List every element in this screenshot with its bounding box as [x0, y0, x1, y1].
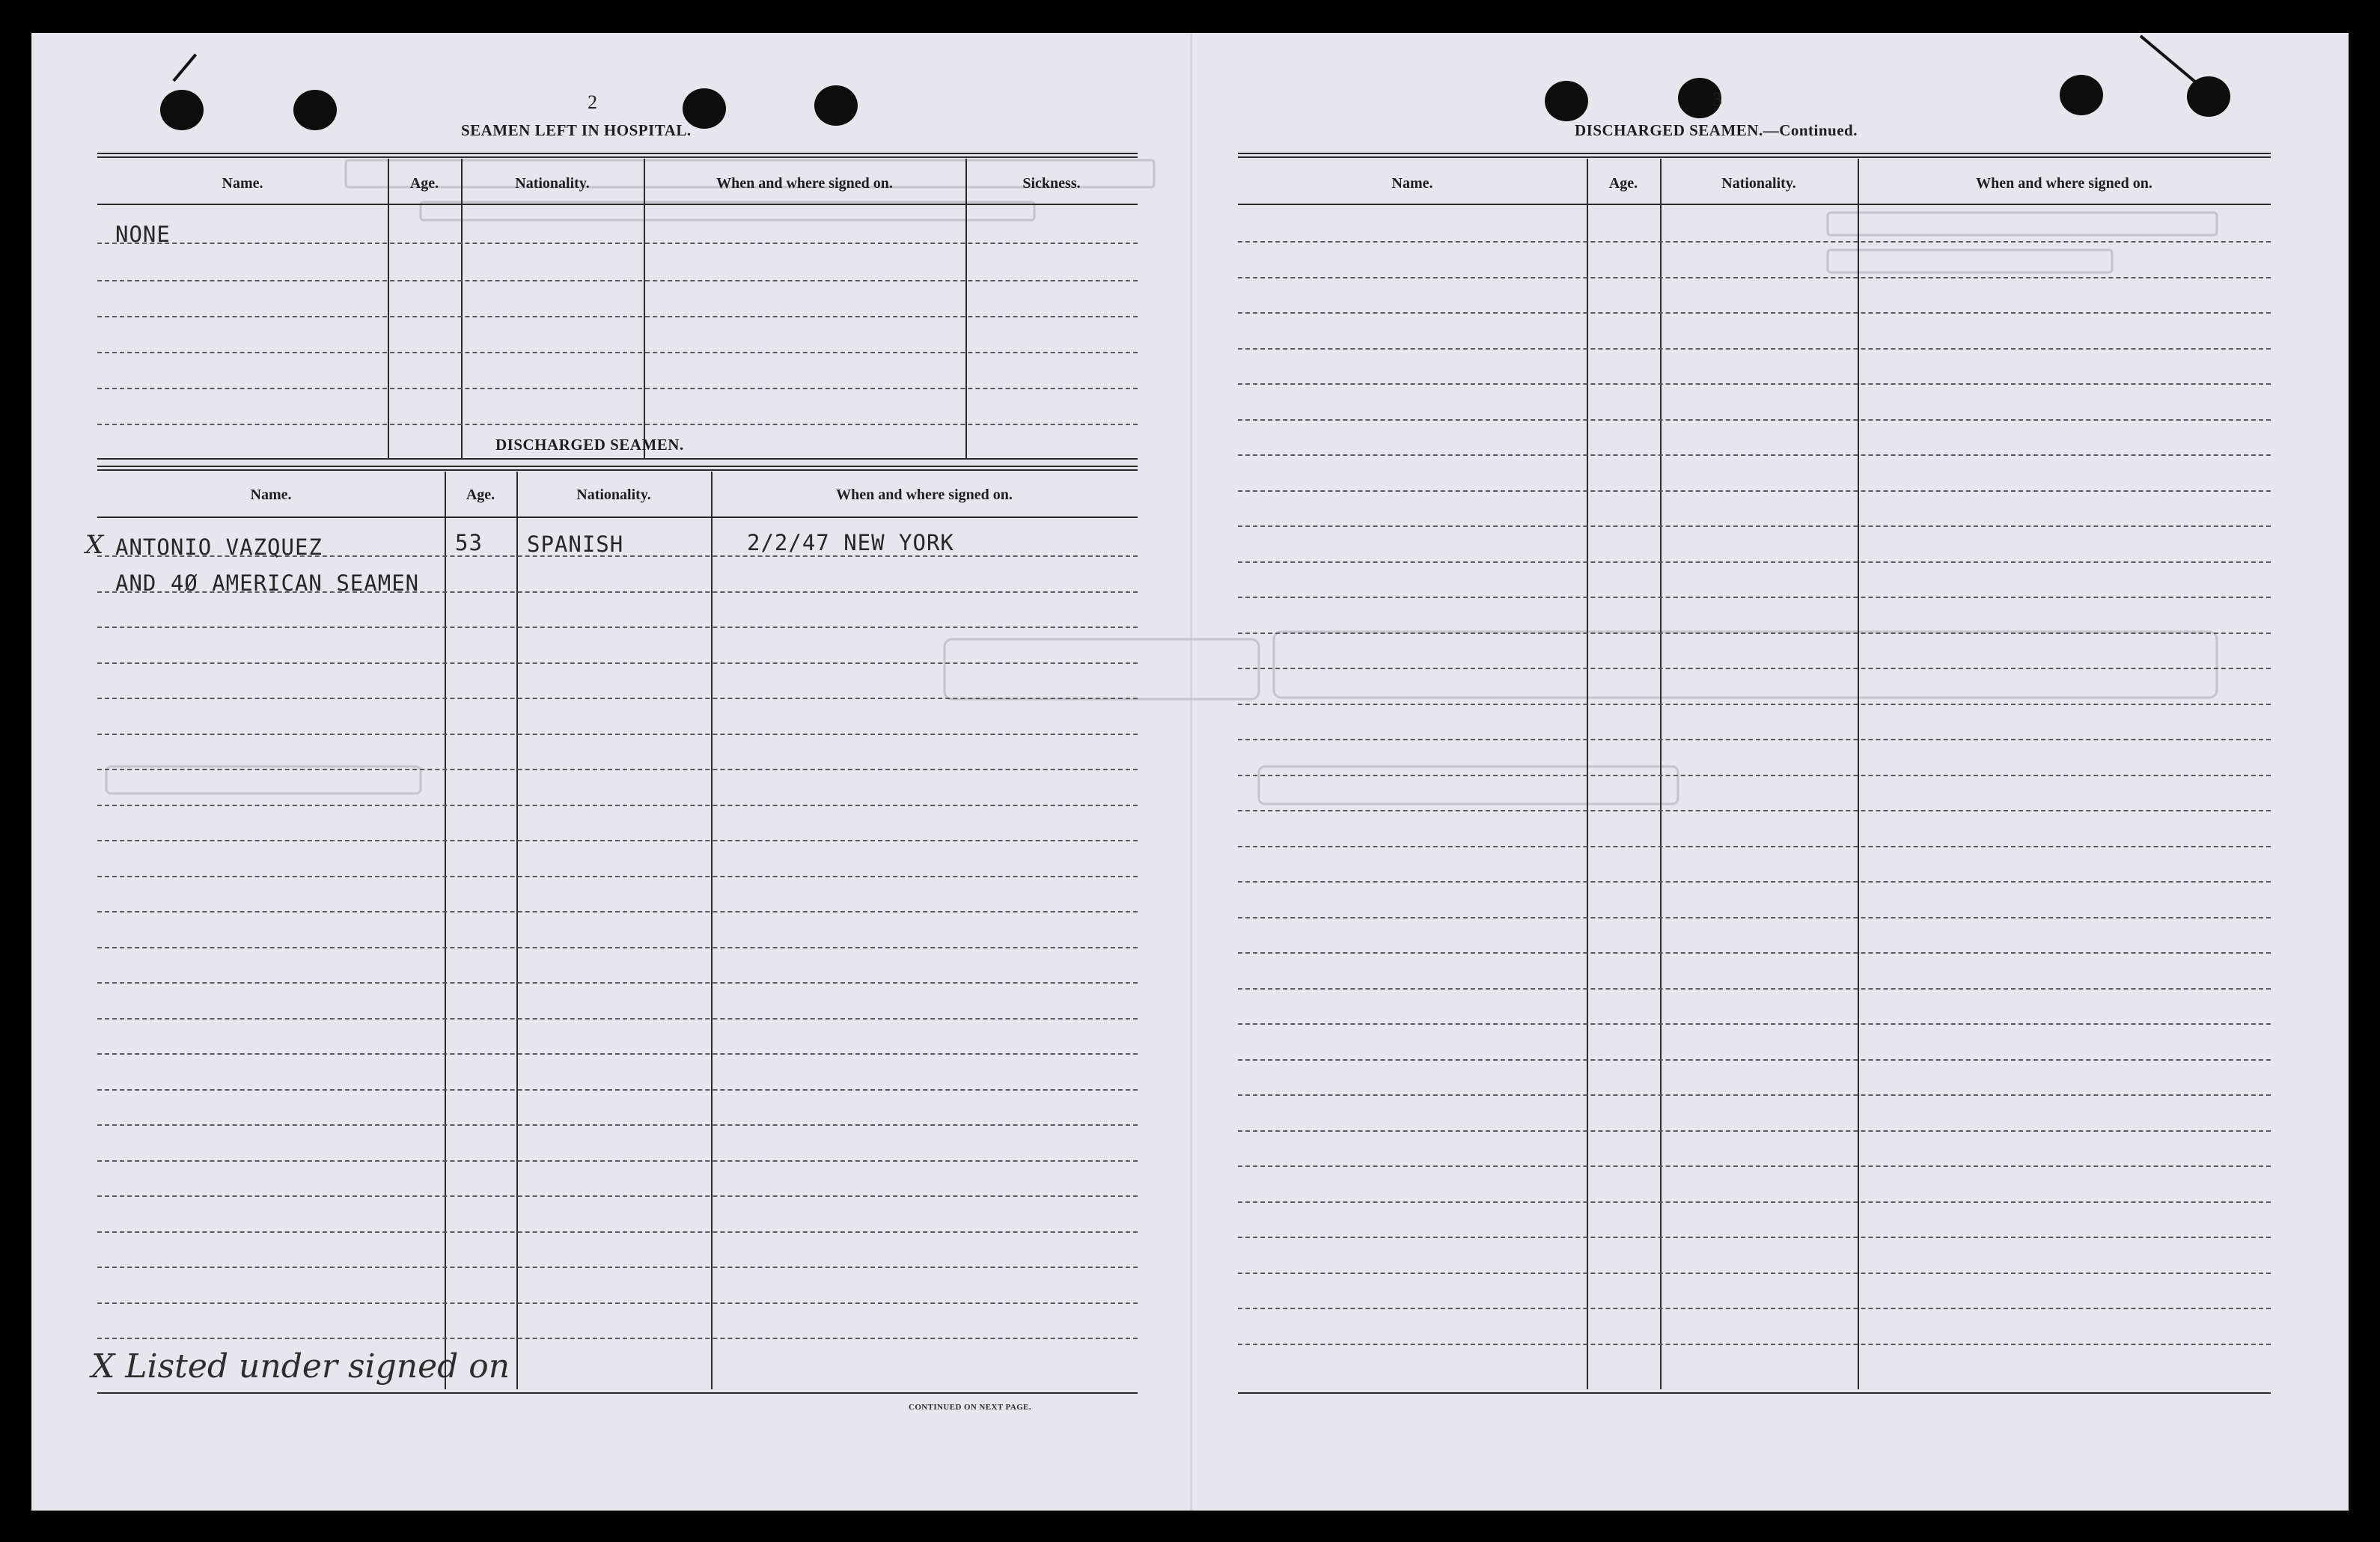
row-name: AND 4Ø AMERICAN SEAMEN — [115, 570, 420, 596]
ruled-line — [1238, 490, 2271, 492]
punch-hole — [293, 90, 337, 130]
ruled-line — [1238, 1059, 2271, 1061]
ruled-line — [1238, 419, 2271, 421]
ruled-line — [97, 662, 1138, 664]
ruled-line — [1238, 1237, 2271, 1238]
hospital-col-signed-on: When and where signed on. — [716, 175, 893, 192]
table-rule — [1238, 153, 2271, 158]
ruled-line — [97, 243, 1138, 244]
ruled-line — [97, 1302, 1138, 1304]
discharged-col-nationality: Nationality. — [576, 487, 651, 503]
ruled-line — [97, 1267, 1138, 1268]
table-rule — [97, 153, 1138, 158]
column-divider — [445, 472, 446, 1389]
ruled-line — [97, 1053, 1138, 1055]
ruled-line — [97, 280, 1138, 281]
ruled-line — [97, 1338, 1138, 1339]
ruled-line — [1238, 348, 2271, 350]
ruled-line — [1238, 881, 2271, 883]
table-rule — [1238, 1392, 2271, 1394]
ruled-line — [97, 876, 1138, 877]
ruled-line — [1238, 454, 2271, 456]
row-nationality: SPANISH — [527, 531, 624, 557]
column-divider — [516, 472, 518, 1389]
ruled-line — [1238, 277, 2271, 278]
ruled-line — [1238, 1273, 2271, 1274]
discharged-col-name: Name. — [250, 487, 292, 503]
ruled-line — [97, 805, 1138, 806]
ruled-line — [97, 1018, 1138, 1020]
paper-tear — [2140, 34, 2197, 83]
ruled-line — [1238, 668, 2271, 669]
ruled-line — [1238, 1201, 2271, 1203]
row-mark: X — [85, 530, 105, 560]
table-rule — [97, 1392, 1138, 1394]
hospital-col-name: Name. — [222, 175, 263, 192]
ruled-line — [97, 1089, 1138, 1091]
ruled-line — [1238, 597, 2271, 598]
hospital-entry: NONE — [115, 222, 171, 247]
ruled-line — [1238, 810, 2271, 811]
ruled-line — [1238, 1130, 2271, 1132]
right-col-name: Name. — [1391, 175, 1433, 192]
ruled-line — [97, 627, 1138, 628]
right-col-nationality: Nationality. — [1721, 175, 1796, 192]
ruled-line — [1238, 988, 2271, 990]
column-divider — [461, 159, 463, 458]
column-divider — [965, 159, 967, 458]
ruled-line — [97, 840, 1138, 841]
hospital-col-age: Age. — [409, 175, 439, 192]
ruled-line — [97, 947, 1138, 948]
handwritten-note: X Listed under signed on — [91, 1347, 510, 1386]
ruled-line — [1238, 1094, 2271, 1096]
ruled-line — [1238, 1344, 2271, 1345]
hospital-section-title: SEAMEN LEFT IN HOSPITAL. — [461, 121, 692, 139]
column-divider — [644, 159, 645, 458]
ruled-line — [97, 1231, 1138, 1233]
ruled-line — [1238, 312, 2271, 314]
ruled-line — [1238, 775, 2271, 776]
row-name: ANTONIO VAZQUEZ — [115, 534, 323, 560]
ruled-line — [97, 698, 1138, 699]
ruled-line — [1238, 704, 2271, 705]
punch-hole — [160, 90, 204, 130]
ruled-line — [1238, 525, 2271, 527]
ruled-line — [1238, 633, 2271, 634]
right-col-age: Age. — [1608, 175, 1638, 192]
ruled-line — [97, 388, 1138, 389]
table-rule — [97, 466, 1138, 471]
ruled-line — [1238, 1308, 2271, 1309]
discharged-section-title: DISCHARGED SEAMEN. — [495, 436, 684, 454]
ruled-line — [1238, 241, 2271, 243]
page-number-left: 2 — [588, 91, 597, 113]
table-rule — [97, 458, 1138, 460]
punch-hole — [1545, 81, 1588, 121]
column-divider — [388, 159, 389, 458]
page-fold — [1190, 33, 1192, 1511]
page-number-right: 3 — [1712, 88, 1722, 110]
ruled-line — [97, 911, 1138, 912]
ruled-line — [1238, 1165, 2271, 1167]
ruled-line — [1238, 917, 2271, 918]
punch-hole — [814, 85, 858, 126]
ruled-line — [97, 1195, 1138, 1197]
ruled-line — [1238, 739, 2271, 740]
ruled-line — [97, 352, 1138, 353]
discharged-col-age: Age. — [466, 487, 495, 503]
hospital-col-nationality: Nationality. — [515, 175, 590, 192]
table-rule — [1238, 204, 2271, 205]
hospital-col-sickness: Sickness. — [1022, 175, 1081, 192]
ruled-line — [97, 734, 1138, 735]
right-section-title: DISCHARGED SEAMEN.—Continued. — [1575, 121, 1858, 139]
column-divider — [711, 472, 713, 1389]
ruled-line — [97, 1124, 1138, 1126]
ruled-line — [97, 316, 1138, 317]
table-rule — [97, 204, 1138, 205]
punch-hole — [2060, 75, 2103, 115]
ruled-line — [97, 1160, 1138, 1162]
row-age: 53 — [455, 530, 483, 555]
ruled-line — [1238, 846, 2271, 847]
discharged-col-signed-on: When and where signed on. — [836, 487, 1013, 503]
ruled-line — [97, 982, 1138, 984]
row-signed-on: 2/2/47 NEW YORK — [747, 530, 954, 555]
ruled-line — [97, 769, 1138, 770]
ruled-line — [1238, 952, 2271, 954]
scanned-document — [31, 33, 2349, 1511]
table-rule — [97, 516, 1138, 518]
paper-tear — [172, 53, 197, 82]
right-col-signed-on: When and where signed on. — [1976, 175, 2152, 192]
ruled-line — [1238, 561, 2271, 563]
continued-footer: CONTINUED ON NEXT PAGE. — [909, 1403, 1032, 1412]
ruled-line — [1238, 383, 2271, 385]
ruled-line — [97, 424, 1138, 425]
ruled-line — [1238, 1023, 2271, 1025]
